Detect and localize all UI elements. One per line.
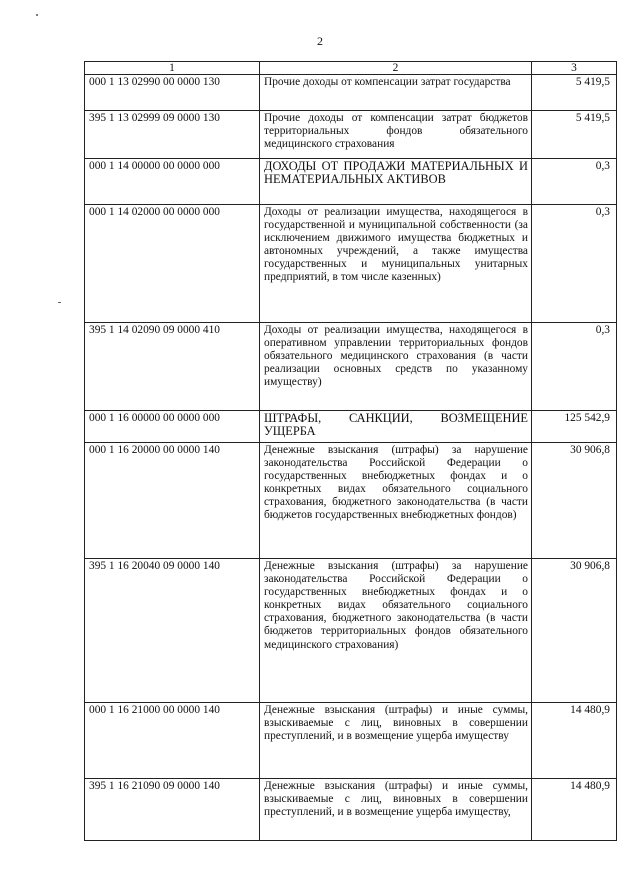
budget-code: 395 1 14 02090 09 0000 410 — [85, 323, 260, 411]
amount: 14 480,9 — [532, 779, 617, 841]
budget-code: 395 1 16 20040 09 0000 140 — [85, 559, 260, 703]
budget-code: 000 1 16 21000 00 0000 140 — [85, 703, 260, 779]
income-description: Денежные взыскания (штрафы) за нарушение законодательства Российской Федерации о государственных внебюджетных фондах и о конкретных видах обязательного социального страхования, бюджетного законодательства (в части бюджетов территориальных фондов обязательного медицинского страхования) — [260, 559, 532, 703]
budget-code: 000 1 14 02000 00 0000 000 — [85, 205, 260, 323]
column-header: 2 — [260, 62, 532, 75]
amount: 30 906,8 — [532, 443, 617, 559]
budget-code: 000 1 13 02990 00 0000 130 — [85, 75, 260, 111]
income-description: Доходы от реализации имущества, находящегося в оперативном управлении территориальных фондов обязательного медицинского страхования (в части реализации основных средств по указанному имуществу) — [260, 323, 532, 411]
page-number: 2 — [317, 34, 323, 48]
income-description: Прочие доходы от компенсации затрат бюджетов территориальных фондов обязательного медицинского страхования — [260, 111, 532, 159]
scan-speck — [58, 302, 61, 303]
income-description: ШТРАФЫ, САНКЦИИ, ВОЗМЕЩЕНИЕ УЩЕРБА — [260, 411, 532, 443]
income-description: Денежные взыскания (штрафы) за нарушение законодательства Российской Федерации о государственных внебюджетных фондах и о конкретных видах обязательного социального страхования, бюджетного законодательства (в части бюджетов государственных внебюджетных фондов) — [260, 443, 532, 559]
budget-code: 395 1 16 21090 09 0000 140 — [85, 779, 260, 841]
budget-code: 000 1 14 00000 00 0000 000 — [85, 159, 260, 205]
table-row — [85, 703, 617, 779]
income-description: ДОХОДЫ ОТ ПРОДАЖИ МАТЕРИАЛЬНЫХ И НЕМАТЕРИАЛЬНЫХ АКТИВОВ — [260, 159, 532, 205]
budget-code: 000 1 16 00000 00 0000 000 — [85, 411, 260, 443]
table-row — [85, 443, 617, 559]
amount: 30 906,8 — [532, 559, 617, 703]
amount: 0,3 — [532, 159, 617, 205]
table-row — [85, 75, 617, 111]
amount: 5 419,5 — [532, 111, 617, 159]
income-description: Доходы от реализации имущества, находящегося в государственной и муниципальной собственности (за исключением движимого имущества бюджетных и автономных учреждений, а также имущества государственных и муниципальных унитарных предприятий, в том числе казенных) — [260, 205, 532, 323]
header-row — [85, 62, 617, 75]
budget-code: 000 1 16 20000 00 0000 140 — [85, 443, 260, 559]
income-description: Денежные взыскания (штрафы) и иные суммы, взыскиваемые с лиц, виновных в совершении преступлений, и в возмещение ущерба имуществу — [260, 703, 532, 779]
column-header: 1 — [85, 62, 260, 75]
amount: 125 542,9 — [532, 411, 617, 443]
scan-speck — [36, 14, 38, 16]
income-description: Денежные взыскания (штрафы) и иные суммы, взыскиваемые с лиц, виновных в совершении преступлений, и в возмещение ущерба имуществу, — [260, 779, 532, 841]
table-row — [85, 323, 617, 411]
budget-code: 395 1 13 02999 09 0000 130 — [85, 111, 260, 159]
amount: 14 480,9 — [532, 703, 617, 779]
table-row — [85, 159, 617, 205]
revenue-table — [84, 61, 617, 841]
income-description: Прочие доходы от компенсации затрат государства — [260, 75, 532, 111]
table-row — [85, 779, 617, 841]
amount: 0,3 — [532, 323, 617, 411]
table-row — [85, 111, 617, 159]
amount: 0,3 — [532, 205, 617, 323]
column-header: 3 — [532, 62, 617, 75]
table-row — [85, 411, 617, 443]
table-row — [85, 205, 617, 323]
table-row — [85, 559, 617, 703]
amount: 5 419,5 — [532, 75, 617, 111]
